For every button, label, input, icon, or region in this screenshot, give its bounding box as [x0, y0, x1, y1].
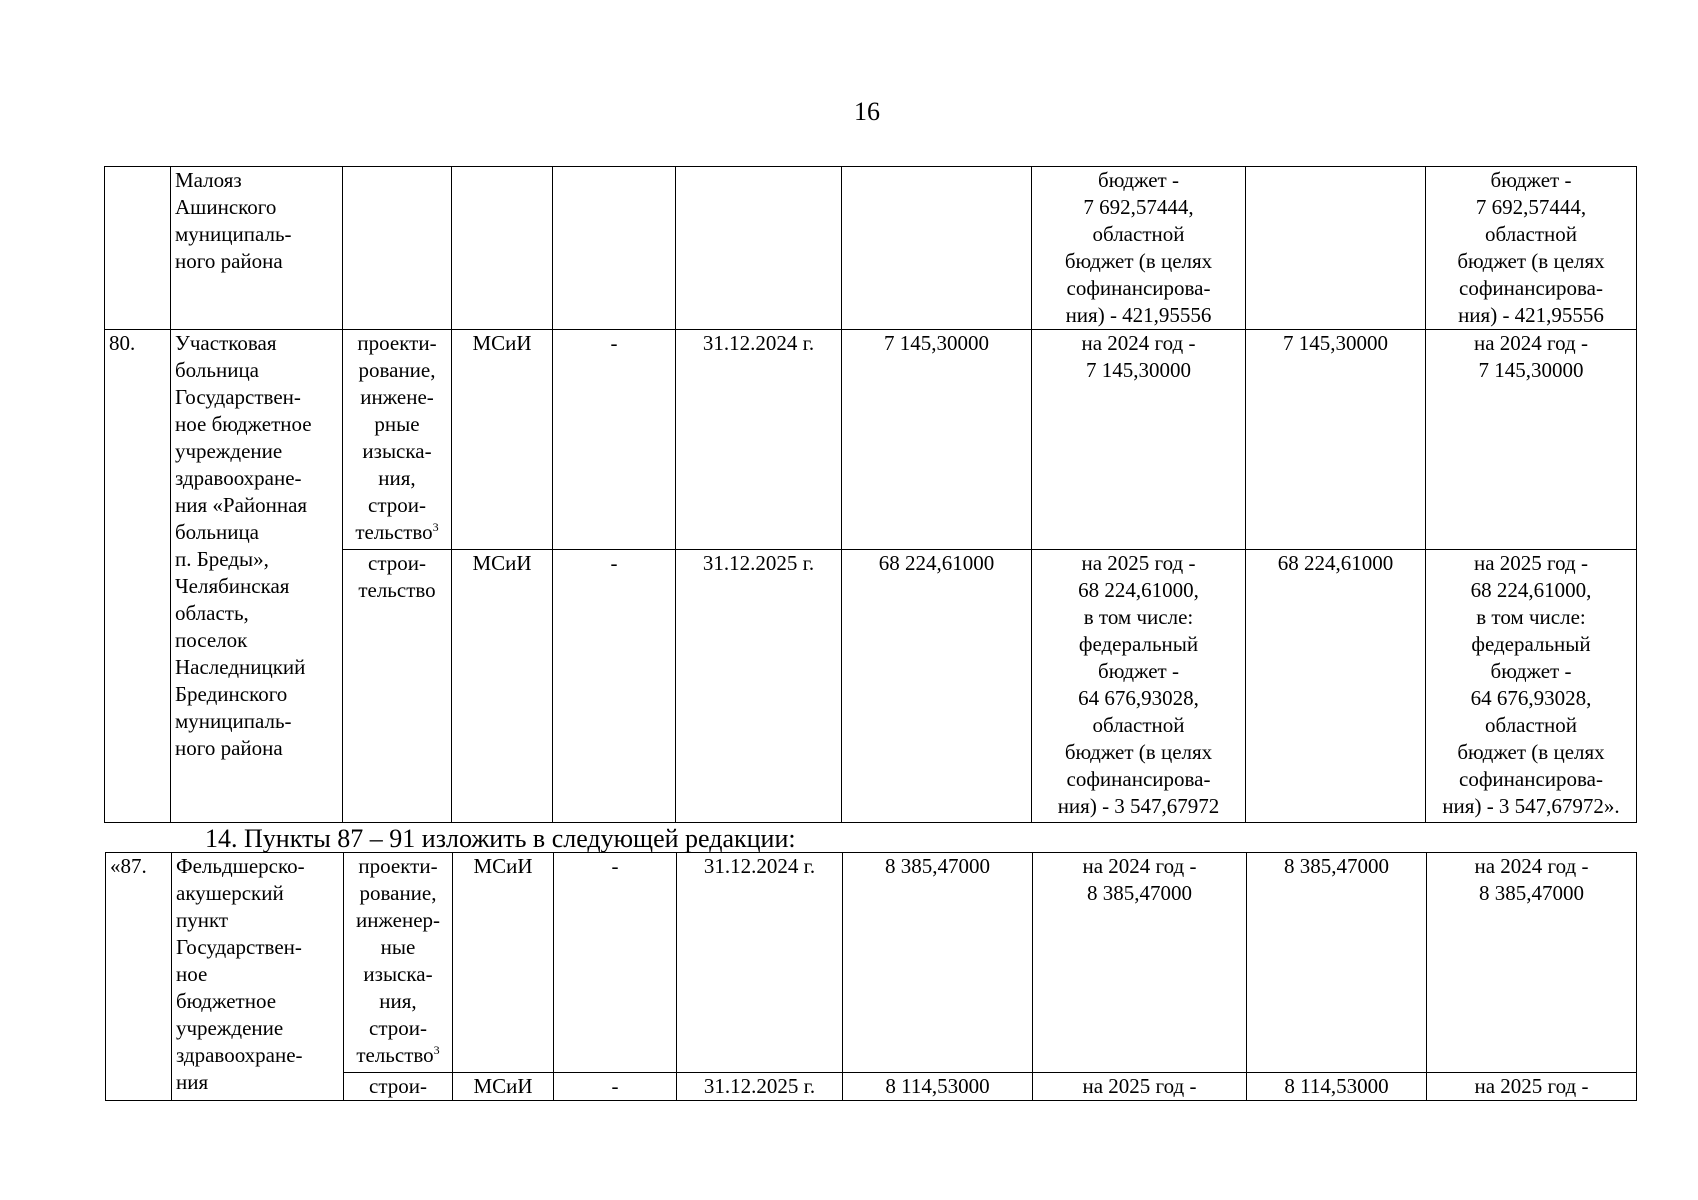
footnote-mark: 3	[433, 1043, 440, 1057]
customer: МСиИ	[453, 1073, 554, 1101]
cost-limit	[1246, 167, 1426, 330]
object-name: Фельдшерско- акушерский пункт Государствен- ное бюджетное учреждение здравоохране- ния	[172, 853, 344, 1101]
estimated-cost: 68 224,61000	[842, 550, 1032, 823]
estimated-cost	[842, 167, 1032, 330]
funding-distribution: на 2024 год - 8 385,47000	[1033, 853, 1247, 1073]
row-number: 80.	[105, 330, 171, 823]
object-name: Малояз Ашинского муниципаль- ного района	[171, 167, 343, 330]
funding-distribution: бюджет - 7 692,57444, областной бюджет (в целях софинансирова- ния) - 421,95556	[1032, 167, 1246, 330]
funding-distribution-2: бюджет - 7 692,57444, областной бюджет (в целях софинансирова- ния) - 421,95556	[1426, 167, 1637, 330]
cost-limit: 8 385,47000	[1247, 853, 1427, 1073]
table-row	[105, 330, 1637, 550]
customer: МСиИ	[453, 853, 554, 1073]
objects-table-continued	[104, 166, 1637, 823]
funding-distribution-2: на 2024 год - 7 145,30000	[1426, 330, 1637, 550]
customer	[452, 167, 553, 330]
work-type	[344, 853, 453, 1073]
work-type: строи- тельство	[343, 550, 452, 823]
footnote-mark: 3	[432, 520, 439, 534]
cost-limit: 8 114,53000	[1247, 1073, 1427, 1101]
table-row	[105, 167, 1637, 330]
work-type-text: проекти- рование, инженер- ные изыска- ния, строи- тельство	[355, 854, 441, 1067]
deadline: 31.12.2025 г.	[677, 1073, 843, 1101]
funding-distribution: на 2025 год -	[1033, 1073, 1247, 1101]
funding-distribution-2: на 2025 год -	[1427, 1073, 1637, 1101]
object-name: Участковая больница Государствен- ное бюджетное учреждение здравоохране- ния «Районная больница п. Бреды», Челябинская область, поселок Наследницкий Брединского муниципаль- ного района	[171, 330, 343, 823]
estimated-cost: 7 145,30000	[842, 330, 1032, 550]
deadline	[676, 167, 842, 330]
dash-cell: -	[553, 330, 676, 550]
deadline: 31.12.2025 г.	[676, 550, 842, 823]
row-number	[105, 167, 171, 330]
row-number: «87.	[106, 853, 172, 1101]
dash-cell: -	[554, 1073, 677, 1101]
work-type	[343, 330, 452, 550]
table-row	[106, 853, 1637, 1073]
page-number: 16	[854, 97, 880, 126]
funding-distribution-2: на 2025 год - 68 224,61000, в том числе: федеральный бюджет - 64 676,93028, областной бюджет (в целях софинансирова- ния) - 3 547,67972».	[1426, 550, 1637, 823]
funding-distribution-2: на 2024 год - 8 385,47000	[1427, 853, 1637, 1073]
amendment-paragraph: 14. Пункты 87 – 91 изложить в следующей редакции:	[205, 824, 796, 853]
work-type	[343, 167, 452, 330]
dash-cell	[553, 167, 676, 330]
work-type-text: проекти- рование, инжене- рные изыска- ния, строи- тельство	[355, 331, 437, 544]
cost-limit: 68 224,61000	[1246, 550, 1426, 823]
deadline: 31.12.2024 г.	[677, 853, 843, 1073]
estimated-cost: 8 385,47000	[843, 853, 1033, 1073]
funding-distribution: на 2025 год - 68 224,61000, в том числе: федеральный бюджет - 64 676,93028, областной бюджет (в целях софинансирова- ния) - 3 547,67972	[1032, 550, 1246, 823]
estimated-cost: 8 114,53000	[843, 1073, 1033, 1101]
cost-limit: 7 145,30000	[1246, 330, 1426, 550]
customer: МСиИ	[452, 550, 553, 823]
dash-cell: -	[554, 853, 677, 1073]
work-type: строи-	[344, 1073, 453, 1101]
customer: МСиИ	[452, 330, 553, 550]
dash-cell: -	[553, 550, 676, 823]
objects-table-new	[105, 852, 1637, 1101]
funding-distribution: на 2024 год - 7 145,30000	[1032, 330, 1246, 550]
deadline: 31.12.2024 г.	[676, 330, 842, 550]
